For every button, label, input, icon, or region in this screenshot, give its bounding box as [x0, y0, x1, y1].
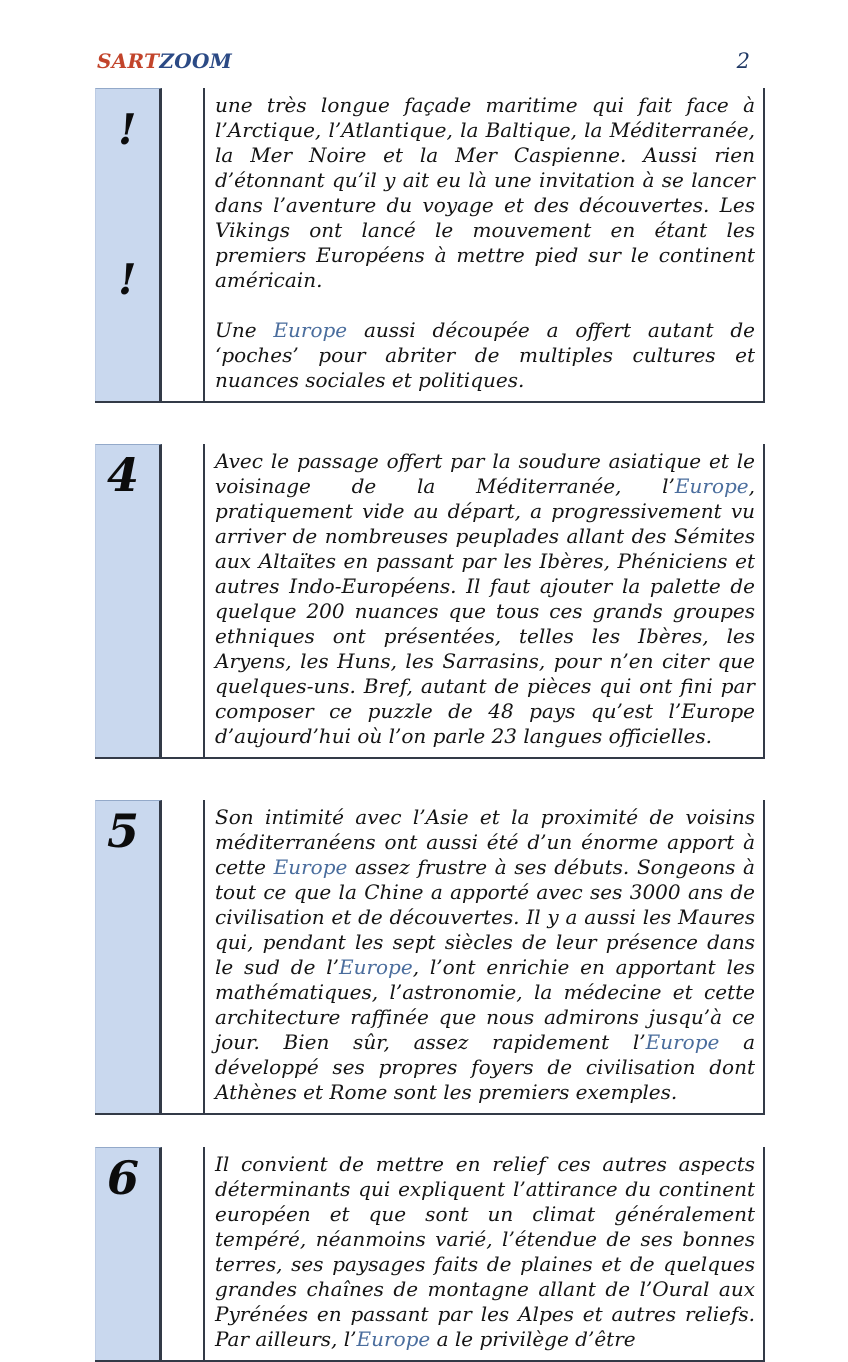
europe-link[interactable]: Europe [645, 1030, 720, 1054]
block-gap [162, 88, 203, 401]
europe-link[interactable]: Europe [674, 474, 749, 498]
block-text [203, 800, 765, 1113]
paragraph [215, 449, 755, 749]
content-blocks [95, 88, 765, 1362]
numbered-block [95, 444, 765, 759]
block-marker-cell [95, 800, 162, 1113]
block-text [203, 444, 765, 757]
brand-sart: SART [97, 49, 160, 73]
block-gap [162, 800, 203, 1113]
section-number-marker: 4 [107, 448, 140, 502]
text-run: aussi découpée a offert autant de ‘poches’ pour abriter de multiples cultures et nuances sociales et politiques. [215, 318, 755, 392]
exclamation-marker: ! [118, 255, 137, 304]
page-number: 2 [736, 49, 750, 73]
block-gap [162, 1147, 203, 1360]
text-run: Son intimité avec l’Asie et la proximité de voisins méditerranéens ont aussi été d’un énorme apport à cette [215, 805, 755, 879]
text-run: Il convient de mettre en relief ces autres aspects déterminants qui expliquent l’attirance du continent européen et que sont un climat généralement tempéré, néanmoins varié, l’étendue de ses bonnes terres, ses paysages faits de plaines et de quelques grandes chaînes de montagne allant de l’Oural aux Pyrénées en passant par les Alpes et autres reliefs. Par ailleurs, l’ [215, 1152, 755, 1351]
text-run: assez frustre à ses débuts. Songeons à tout ce que la Chine a apporté avec ses 3000 ans de civilisation et de découvertes. Il y a aussi les Maures qui, pendant les sept siècles de leur présence dans le sud de l’ [215, 855, 755, 979]
text-run: a développé ses propres foyers de civilisation dont Athènes et Rome sont les premiers exemples. [215, 1030, 755, 1104]
block-text [203, 88, 765, 401]
text-run: , l’ont enrichie en apportant les mathématiques, l’astronomie, la médecine et cette architecture raffinée que nous admirons jusqu’à ce jour. Bien sûr, assez rapidement l’ [215, 955, 755, 1054]
text-run: Une [215, 318, 274, 342]
europe-link[interactable]: Europe [273, 318, 348, 342]
text-run: Avec le passage offert par la soudure asiatique et le voisinage de la Méditerranée, l’ [215, 449, 755, 498]
page-header [97, 49, 764, 73]
paragraph [215, 805, 755, 1105]
europe-link[interactable]: Europe [338, 955, 413, 979]
europe-link[interactable]: Europe [273, 855, 348, 879]
block-gap [162, 444, 203, 757]
block-marker-cell [95, 1147, 162, 1360]
numbered-block [95, 1147, 765, 1362]
paragraph [215, 93, 755, 293]
brand-logo [97, 49, 232, 73]
exclamation-marker: ! [118, 105, 137, 154]
numbered-block [95, 88, 765, 403]
europe-link[interactable]: Europe [356, 1327, 431, 1351]
text-run: a le privilège d’être [430, 1327, 636, 1351]
block-marker-cell [95, 88, 162, 401]
section-number-marker: 6 [107, 1151, 140, 1205]
paragraph [215, 1152, 755, 1352]
block-marker-cell [95, 444, 162, 757]
brand-zoom: ZOOM [159, 49, 233, 73]
block-text [203, 1147, 765, 1360]
text-run: , pratiquement vide au départ, a progressivement vu arriver de nombreuses peuplades allant des Sémites aux Altaïtes en passant par les Ibères, Phéniciens et autres Indo-Européens. Il faut ajouter la palette de quelque 200 nuances que tous ces grands groupes ethniques ont présentées, telles les Ibères, les Aryens, les Huns, les Sarrasins, pour n’en citer que quelques-uns. Bref, autant de pièces qui ont fini par composer ce puzzle de 48 pays qu’est l’Europe d’aujourd’hui où l’on parle 23 langues officielles. [215, 474, 755, 748]
text-run: une très longue façade maritime qui fait face à l’Arctique, l’Atlantique, la Baltique, la Méditerranée, la Mer Noire et la Mer Caspienne. Aussi rien d’étonnant qu’il y ait eu là une invitation à se lancer dans l’aventure du voyage et des découvertes. Les Vikings ont lancé le mouvement en étant les premiers Européens à mettre pied sur le continent américain. [215, 93, 755, 292]
numbered-block [95, 800, 765, 1115]
paragraph [215, 318, 755, 393]
section-number-marker: 5 [107, 804, 140, 858]
